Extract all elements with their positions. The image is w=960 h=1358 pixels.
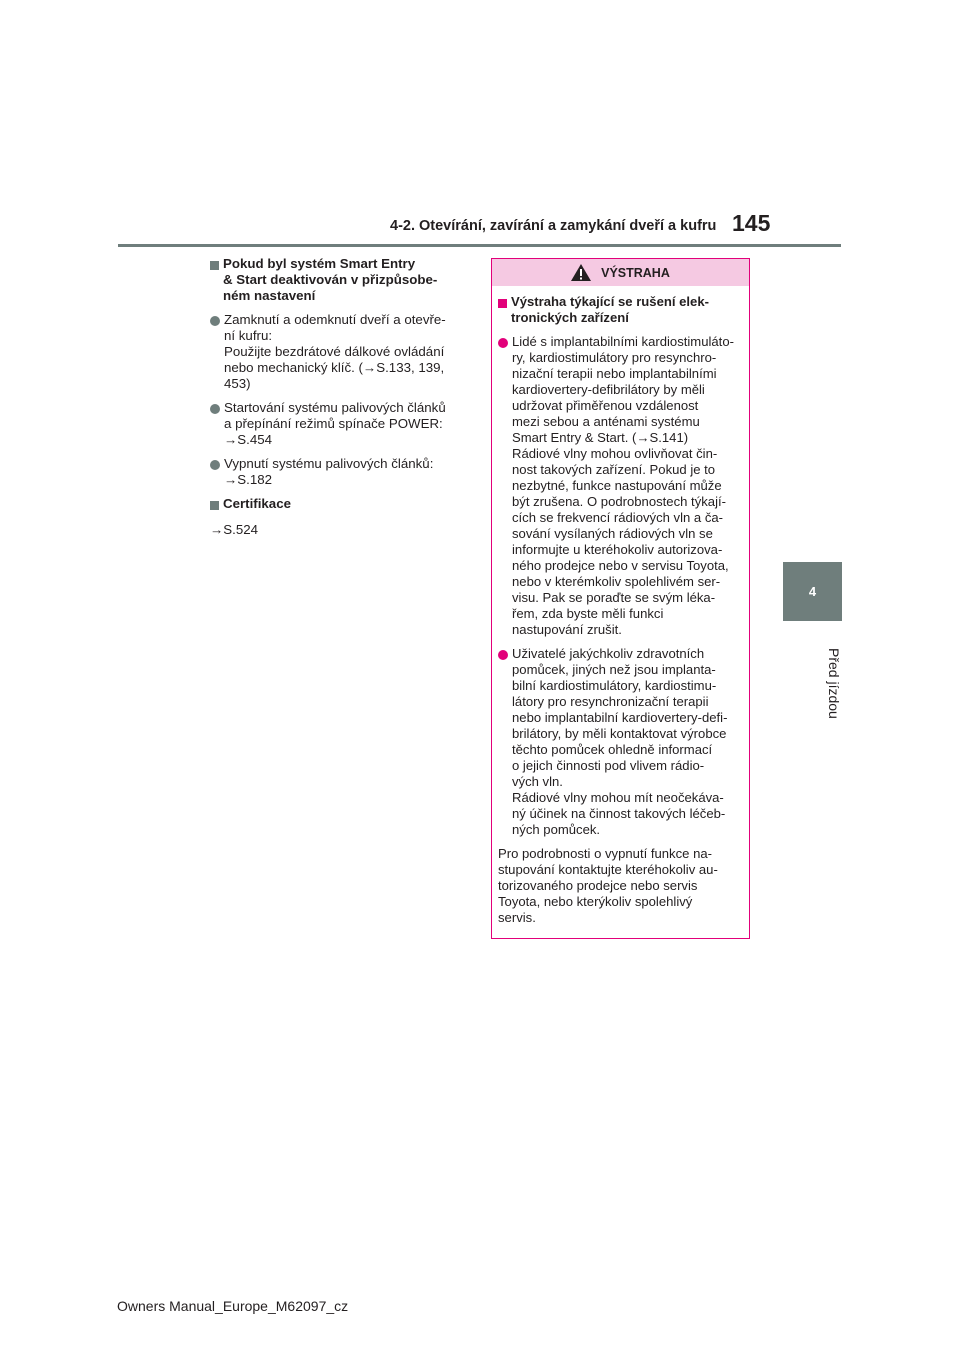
circle-bullet-icon: [210, 456, 224, 488]
heading-text: Výstraha týkající se rušení elek- tronických zařízení: [511, 294, 709, 325]
section-heading: [210, 496, 470, 514]
circle-bullet-icon: [498, 334, 512, 638]
warning-triangle-icon: [571, 264, 591, 281]
circle-bullet-icon: [210, 400, 224, 448]
warning-closing-paragraph: Pro podrobnosti o vypnutí funkce na- stupování kontaktujte kteréhokoliv au- torizovaného prodejce nebo servis Toyota, nebo kterýkoliv spolehlivý servis.: [498, 846, 718, 925]
section-title: 4-2. Otevírání, zavírání a zamykání dveří a kufru: [390, 218, 717, 234]
square-bullet-icon: [210, 256, 223, 304]
left-column: [210, 256, 470, 538]
list-item-text: Lidé s implantabilními kardiostimuláto- ry, kardiostimulátory pro resynchro- nizační terapii nebo implantabilními kardiovertery-defibrilátory by měli udržovat přiměřenou vzdálenost mezi sebou a anténami systému Smart Entry & Start. (→S.141) Rádiové vlny mohou ovlivňovat čin- nost takových zařízení. Pokud je to nezbytné, funkce nastupování může být zrušena. O podrobnostech týkají- cích se frekvencí rádiových vln a ča- sování vysílaných rádiových vln se informujte u kteréhokoliv autorizova- ného prodejce nebo v servisu Toyota, nebo v kterémkoliv spolehlivém ser- visu. Pak se poraďte se svým léka- řem, zda byste měli funkci nastupování zrušit.: [512, 334, 734, 637]
page-reference[interactable]: →S.524: [210, 522, 259, 537]
warning-box: [491, 258, 750, 939]
heading-text: Certifikace: [223, 496, 291, 511]
list-item: [498, 334, 743, 638]
square-bullet-icon: [210, 496, 223, 514]
list-item-text: Uživatelé jakýchkoliv zdravotních pomůcek, jiných než jsou implanta- bilní kardiostimulátory, kardiostimu- látory pro resynchronizační terapii nebo implantabilní kardiovertery-defi- brilátory, by měli kontaktovat výrobce těchto pomůcek ohledně informací o jejich činnosti pod vlivem rádio- vých vln. Rádiové vlny mohou mít neočekáva- ný účinek na činnost takových léčeb- ných pomůcek.: [512, 646, 728, 837]
list-item: [498, 646, 743, 838]
chapter-title: Před jízdou: [826, 647, 842, 719]
chapter-number: 4: [808, 584, 817, 599]
warning-title: VÝSTRAHA: [601, 265, 670, 280]
list-item: [210, 312, 470, 392]
warning-heading: [498, 294, 743, 326]
heading-text: Pokud byl systém Smart Entry & Start deaktivován v přizpůsobe- ném nastavení: [223, 256, 438, 303]
chapter-tab[interactable]: [783, 562, 842, 621]
circle-bullet-icon: [210, 312, 224, 392]
circle-bullet-icon: [498, 646, 512, 838]
square-bullet-icon: [498, 294, 511, 326]
header-rule: [118, 244, 841, 247]
list-item: [210, 400, 470, 448]
footer-text: Owners Manual_Europe_M62097_cz: [117, 1298, 349, 1314]
list-item-text: Vypnutí systému palivových článků: →S.182: [224, 456, 434, 487]
list-item-text: Startování systému palivových článků a přepínání režimů spínače POWER: →S.454: [224, 400, 446, 447]
section-heading: [210, 256, 470, 304]
warning-body: [492, 286, 749, 926]
list-item-text: Zamknutí a odemknutí dveří a otevře- ní kufru: Použijte bezdrátové dálkové ovládání nebo mechanický klíč. (→S.133, 139, 453): [224, 312, 446, 391]
list-item: [210, 456, 470, 488]
page-number: 145: [732, 210, 771, 236]
warning-header: [492, 259, 749, 286]
